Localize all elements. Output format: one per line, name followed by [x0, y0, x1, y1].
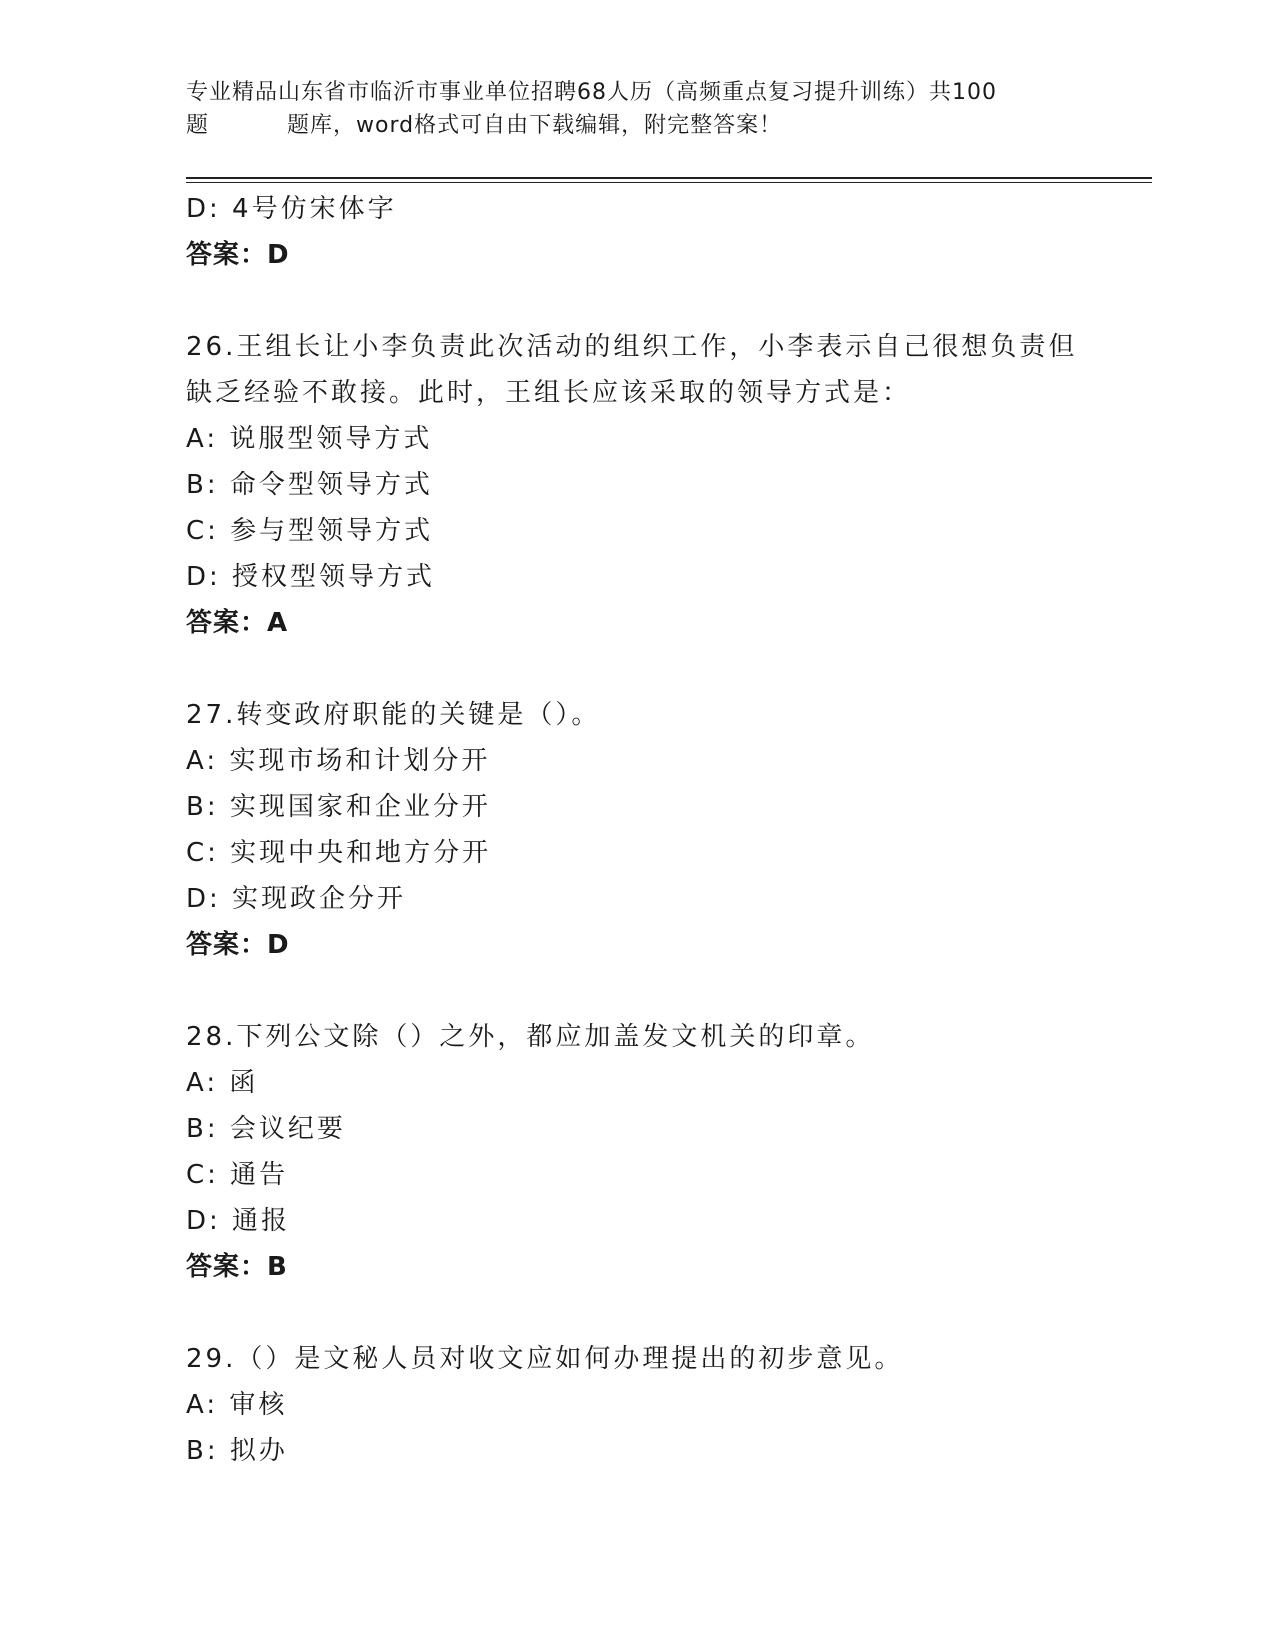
question-26-option-c: C: 参与型领导方式 [186, 516, 434, 546]
question-29-text: 29.（）是文秘人员对收文应如何办理提出的初步意见。 [186, 1344, 904, 1374]
question-26 [186, 324, 1086, 646]
question-28 [186, 1014, 1086, 1290]
prev-option-d: D: 4号仿宋体字 [186, 194, 397, 224]
question-26-option-d: D: 授权型领导方式 [186, 562, 436, 592]
header-line-2-tail: 题库，word格式可自由下载编辑，附完整答案！ [287, 113, 783, 138]
header-line-2-head: 题 [186, 113, 210, 138]
question-28-answer: 答案：B [186, 1252, 288, 1282]
question-27 [186, 692, 1086, 968]
header-rule-thick [186, 177, 1152, 179]
question-26-option-a: A: 说服型领导方式 [186, 424, 433, 454]
question-29 [186, 1336, 1086, 1474]
header-rule-thin [186, 182, 1152, 183]
question-28-option-c: C: 通告 [186, 1160, 289, 1190]
header-line-1: 专业精品山东省市临沂市事业单位招聘68人历（高频重点复习提升训练）共100 [186, 80, 997, 105]
question-29-option-a: A: 审核 [186, 1390, 288, 1420]
prev-answer: 答案：D [186, 240, 290, 270]
question-26-text-line2: 缺乏经验不敢接。此时，王组长应该采取的领导方式是： [186, 378, 912, 408]
question-29-option-b: B: 拟办 [186, 1436, 288, 1466]
question-28-option-b: B: 会议纪要 [186, 1114, 346, 1144]
header-line-2 [186, 109, 1066, 142]
question-27-option-d: D: 实现政企分开 [186, 884, 407, 914]
question-27-text: 27.转变政府职能的关键是（）。 [186, 700, 601, 730]
question-28-text: 28.下列公文除（）之外，都应加盖发文机关的印章。 [186, 1022, 875, 1052]
question-27-answer: 答案：D [186, 930, 290, 960]
question-27-option-b: B: 实现国家和企业分开 [186, 792, 491, 822]
question-28-option-d: D: 通报 [186, 1206, 291, 1236]
question-26-answer: 答案：A [186, 608, 289, 638]
question-28-option-a: A: 函 [186, 1068, 259, 1098]
document-body [186, 186, 1086, 1474]
question-26-text-line1: 26.王组长让小李负责此次活动的组织工作，小李表示自己很想负责但 [186, 332, 1078, 362]
question-26-option-b: B: 命令型领导方式 [186, 470, 433, 500]
document-header [186, 76, 1066, 142]
question-27-option-c: C: 实现中央和地方分开 [186, 838, 492, 868]
question-27-option-a: A: 实现市场和计划分开 [186, 746, 491, 776]
